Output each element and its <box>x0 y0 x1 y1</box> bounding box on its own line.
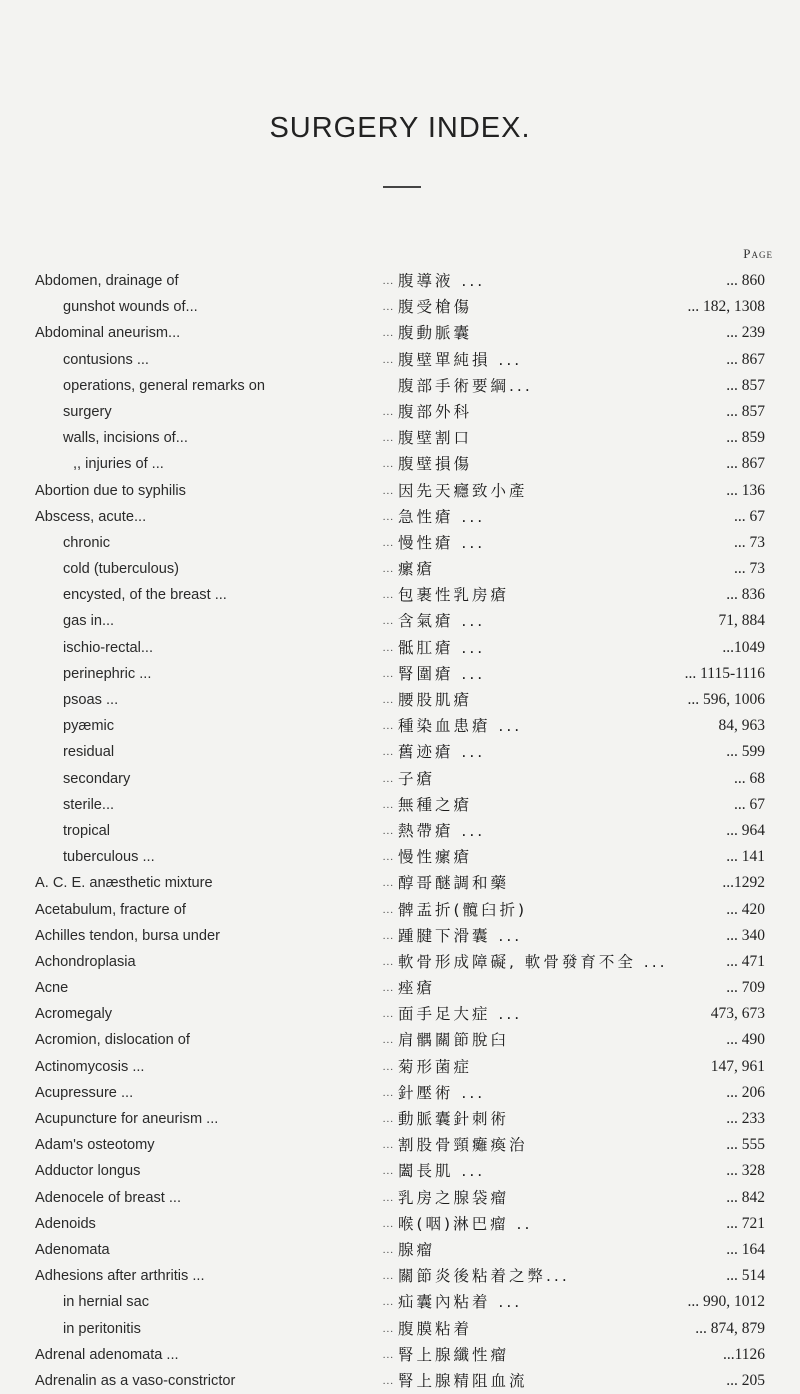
page-column-label: Page <box>743 246 773 261</box>
entry-page-number: ...1292 <box>722 874 765 892</box>
entry-page-number: 71, 884 <box>718 612 765 630</box>
index-entry <box>0 582 800 608</box>
entry-leader-dots: ... <box>382 327 394 340</box>
entry-chinese-term: 慢性瘰瘡 <box>398 848 473 867</box>
entry-page-number: ... 164 <box>726 1240 765 1258</box>
entry-english-term: gunshot wounds of... <box>63 299 198 316</box>
index-entry <box>0 556 800 582</box>
entry-chinese-term: 軟骨形成障礙, 軟骨發育不全 ... <box>398 952 668 971</box>
entry-english-term: in hernial sac <box>63 1294 149 1311</box>
entry-leader-dots: ... <box>382 353 394 366</box>
entry-chinese-term: 腹壁割口 <box>398 429 473 448</box>
index-entry <box>0 1132 800 1158</box>
index-entry <box>0 1211 800 1237</box>
entry-leader-dots: ... <box>382 1060 394 1073</box>
entry-page-number: ... 514 <box>726 1267 765 1285</box>
entry-page-number: ... 182, 1308 <box>687 298 765 316</box>
entry-page-number: ... 67 <box>734 795 765 813</box>
index-entry <box>0 870 800 896</box>
entry-english-term: Abdominal aneurism... <box>35 325 181 342</box>
entry-leader-dots: ... <box>382 798 394 811</box>
entry-english-term: Actinomycosis ... <box>35 1058 145 1075</box>
entry-chinese-term: 喉(咽)淋巴瘤 .. <box>398 1214 533 1233</box>
entry-page-number: 473, 673 <box>710 1005 765 1023</box>
entry-page-number: ... 964 <box>726 821 765 839</box>
entry-chinese-term: 髀盂折(髖臼折) <box>398 900 528 919</box>
index-entry <box>0 844 800 870</box>
entry-english-term: chronic <box>63 534 111 551</box>
index-entry <box>0 530 800 556</box>
entry-leader-dots: ... <box>382 720 394 733</box>
entry-page-number: ... 73 <box>734 560 765 578</box>
entry-page-number: ... 842 <box>726 1188 765 1206</box>
entry-english-term: ,, injuries of ... <box>73 456 164 473</box>
entry-english-term: walls, incisions of... <box>63 430 188 447</box>
entry-page-number: ... 990, 1012 <box>687 1293 765 1311</box>
entry-english-term: Adrenal adenomata ... <box>35 1346 179 1363</box>
index-entry <box>0 792 800 818</box>
entry-english-term: tuberculous ... <box>63 849 155 866</box>
entry-chinese-term: 包裹性乳房瘡 <box>398 586 510 605</box>
entry-leader-dots: ... <box>382 667 394 680</box>
index-entry <box>0 347 800 373</box>
entry-page-number: ... 420 <box>726 900 765 918</box>
entry-chinese-term: 腹部外科 <box>398 402 473 421</box>
entry-leader-dots: ... <box>382 458 394 471</box>
entry-english-term: sterile... <box>63 796 115 813</box>
entry-chinese-term: 子瘡 <box>398 769 436 788</box>
entry-page-number: ... 239 <box>726 324 765 342</box>
entry-english-term: Adam's osteotomy <box>35 1137 155 1154</box>
entry-page-number: 84, 963 <box>718 717 765 735</box>
entry-english-term: Adductor longus <box>35 1163 141 1180</box>
entry-chinese-term: 踵腱下滑囊 ... <box>398 926 523 945</box>
entry-english-term: Adenocele of breast ... <box>35 1189 182 1206</box>
entry-english-term: psoas ... <box>63 692 119 708</box>
entry-english-term: Achilles tendon, bursa under <box>35 927 220 944</box>
entry-leader-dots: ... <box>382 275 394 287</box>
entry-english-term: gas in... <box>63 613 115 630</box>
index-entry <box>0 1080 800 1106</box>
entry-leader-dots: ... <box>382 955 394 968</box>
entry-page-number: ... 859 <box>726 429 765 447</box>
entry-english-term: Acetabulum, fracture of <box>35 901 186 918</box>
entry-page-number: 147, 961 <box>710 1057 765 1075</box>
entry-english-term: pyæmic <box>63 718 115 735</box>
index-entry <box>0 1237 800 1263</box>
entry-english-term: Acupressure ... <box>35 1084 134 1101</box>
entry-english-term: Acromegaly <box>35 1006 113 1023</box>
entry-chinese-term: 疝囊內粘着 ... <box>398 1293 523 1312</box>
index-entry <box>0 1368 800 1394</box>
entry-chinese-term: 因先天癮致小產 <box>398 481 528 500</box>
entry-leader-dots: ... <box>382 1008 394 1021</box>
index-entry <box>0 661 800 687</box>
entry-page-number: ... 233 <box>726 1110 765 1127</box>
entry-chinese-term: 腹導液 ... <box>398 272 486 290</box>
entry-chinese-term: 腹受槍傷 <box>398 298 473 317</box>
index-entry <box>0 1342 800 1368</box>
entry-leader-dots: ... <box>382 641 394 654</box>
entry-english-term: Acromion, dislocation of <box>35 1032 190 1049</box>
entry-page-number: ... 857 <box>726 402 765 420</box>
entry-chinese-term: 腹膜粘着 <box>398 1319 473 1338</box>
entry-leader-dots: ... <box>382 903 394 916</box>
entry-chinese-term: 無種之瘡 <box>398 795 473 814</box>
entry-page-number: ... 1115-1116 <box>684 664 765 682</box>
entry-english-term: ischio-rectal... <box>63 639 154 656</box>
entry-chinese-term: 腹部手術要綱... <box>398 376 533 395</box>
index-entry <box>0 713 800 739</box>
entry-chinese-term: 熱帶瘡 ... <box>398 821 486 840</box>
index-entry <box>0 425 800 451</box>
entry-page-number: ... 874, 879 <box>695 1319 765 1337</box>
entry-leader-dots: ... <box>382 1191 394 1204</box>
entry-chinese-term: 骶肛瘡 ... <box>398 638 486 657</box>
index-entry <box>0 1027 800 1053</box>
entry-chinese-term: 腎上腺纖性瘤 <box>398 1345 510 1364</box>
entry-chinese-term: 含氣瘡 ... <box>398 612 486 631</box>
entry-leader-dots: ... <box>382 1086 394 1099</box>
entry-page-number: ... 836 <box>726 586 765 604</box>
index-entry <box>0 1001 800 1027</box>
entry-page-number: ... 867 <box>726 455 765 473</box>
index-entry <box>0 1263 800 1289</box>
entry-leader-dots: ... <box>382 877 394 890</box>
entry-chinese-term: 闔長肌 ... <box>398 1162 486 1181</box>
entry-leader-dots: ... <box>382 929 394 942</box>
entry-chinese-term: 瘰瘡 <box>398 560 436 579</box>
entry-page-number: ... 857 <box>726 376 765 394</box>
entry-leader-dots: ... <box>382 824 394 837</box>
index-entry <box>0 608 800 634</box>
entry-leader-dots: ... <box>382 1165 394 1178</box>
entry-leader-dots: ... <box>382 1139 394 1152</box>
entry-chinese-term: 醇哥醚調和藥 <box>398 874 510 893</box>
entry-english-term: A. C. E. anæsthetic mixture <box>35 875 213 892</box>
index-entry <box>0 739 800 765</box>
entry-leader-dots: ... <box>382 1243 394 1256</box>
entry-leader-dots: ... <box>382 746 394 759</box>
index-entry <box>0 897 800 923</box>
entry-chinese-term: 腹壁單純損 ... <box>398 350 523 369</box>
entry-chinese-term: 針壓術 ... <box>398 1083 486 1102</box>
entry-english-term: Adhesions after arthritis ... <box>35 1268 205 1285</box>
index-entry <box>0 687 800 713</box>
entry-english-term: Abdomen, drainage of <box>35 273 179 289</box>
index-entry <box>0 320 800 346</box>
entry-english-term: Acne <box>35 980 69 997</box>
entry-leader-dots: ... <box>382 851 394 864</box>
entry-chinese-term: 乳房之腺袋瘤 <box>398 1188 510 1207</box>
index-entry <box>0 949 800 975</box>
entry-english-term: in peritonitis <box>63 1320 141 1337</box>
entry-english-term: contusions ... <box>63 351 149 368</box>
entry-leader-dots: ... <box>382 1322 394 1335</box>
entry-page-number: ... 721 <box>726 1214 765 1232</box>
entry-chinese-term: 菊形菌症 <box>398 1057 473 1076</box>
index-entry <box>0 294 800 320</box>
entry-leader-dots: ... <box>382 432 394 445</box>
entry-chinese-term: 割股骨頸癱瘓治 <box>398 1136 528 1155</box>
entry-leader-dots: ... <box>382 1113 394 1125</box>
index-entry <box>0 268 800 294</box>
entry-english-term: Adenomata <box>35 1241 110 1258</box>
entry-chinese-term: 痤瘡 <box>398 979 436 998</box>
entry-page-number: ...1126 <box>722 1345 765 1363</box>
entry-leader-dots: ... <box>382 772 394 785</box>
entry-page-number: ... 68 <box>734 769 765 787</box>
entry-leader-dots: ... <box>382 563 394 576</box>
entry-chinese-term: 舊迹瘡 ... <box>398 743 486 762</box>
index-entry <box>0 373 800 399</box>
entry-english-term: secondary <box>63 770 131 787</box>
entry-english-term: Adrenalin as a vaso-constrictor <box>35 1372 236 1389</box>
entry-leader-dots: ... <box>382 1034 394 1047</box>
entry-page-number: ... 490 <box>726 1031 765 1049</box>
entry-english-term: Adenoids <box>35 1215 96 1232</box>
entry-chinese-term: 腺瘤 <box>398 1240 436 1259</box>
index-entry <box>0 923 800 949</box>
entry-english-term: Abortion due to syphilis <box>35 482 186 499</box>
entry-page-number: ... 67 <box>734 507 765 525</box>
entry-leader-dots: ... <box>382 1374 394 1387</box>
entry-page-number: ... 205 <box>726 1371 765 1389</box>
index-entry <box>0 766 800 792</box>
entry-english-term: tropical <box>63 822 111 839</box>
index-entry <box>0 818 800 844</box>
entry-chinese-term: 腎圍瘡 ... <box>398 664 486 683</box>
page-title: SURGERY INDEX. <box>269 112 531 144</box>
entry-chinese-term: 腹動脈囊 <box>398 324 473 343</box>
index-entry <box>0 1316 800 1342</box>
entry-english-term: Abscess, acute... <box>35 508 147 525</box>
entry-page-number: ... 328 <box>726 1162 765 1180</box>
entry-leader-dots: ... <box>382 484 394 497</box>
entry-leader-dots: ... <box>382 301 394 314</box>
index-entry <box>0 1289 800 1315</box>
entry-page-number: ... 599 <box>726 743 765 761</box>
entry-page-number: ... 596, 1006 <box>687 691 765 708</box>
entry-leader-dots: ... <box>382 510 394 523</box>
index-entry <box>0 399 800 425</box>
entry-leader-dots: ... <box>382 1217 394 1230</box>
entry-leader-dots: ... <box>382 1348 394 1361</box>
entry-page-number: ... 141 <box>726 848 765 866</box>
entry-english-term: cold (tuberculous) <box>63 561 179 578</box>
entry-english-term: Acupuncture for aneurism ... <box>35 1111 219 1127</box>
entry-leader-dots: ... <box>382 405 394 418</box>
entry-leader-dots: ... <box>382 589 394 602</box>
entry-chinese-term: 種染血患瘡 ... <box>398 717 523 736</box>
index-entry <box>0 478 800 504</box>
entry-english-term: encysted, of the breast ... <box>63 587 227 604</box>
entry-chinese-term: 腰股肌瘡 <box>398 691 473 709</box>
entry-page-number: ... 73 <box>734 533 765 551</box>
entry-leader-dots: ... <box>382 536 394 549</box>
entry-page-number: ... 867 <box>726 350 765 368</box>
title-divider <box>383 186 421 188</box>
entry-page-number: ... 709 <box>726 979 765 997</box>
entry-chinese-term: 慢性瘡 ... <box>398 533 486 552</box>
entry-english-term: operations, general remarks on <box>63 377 265 394</box>
entry-chinese-term: 腹壁損傷 <box>398 455 473 474</box>
entry-english-term: perinephric ... <box>63 665 152 682</box>
index-entry <box>0 1106 800 1132</box>
entry-chinese-term: 肩髃關節脫臼 <box>398 1031 510 1050</box>
entry-chinese-term: 面手足大症 ... <box>398 1005 523 1024</box>
entry-chinese-term: 關節炎後粘着之弊... <box>398 1267 570 1286</box>
index-entry <box>0 1185 800 1211</box>
entry-page-number: ... 471 <box>726 952 765 970</box>
index-entry <box>0 451 800 477</box>
index-entry <box>0 1054 800 1080</box>
entry-page-number: ...1049 <box>722 638 765 656</box>
entry-page-number: ... 340 <box>726 926 765 944</box>
entry-leader-dots: ... <box>382 1270 394 1283</box>
entry-leader-dots: ... <box>382 694 394 706</box>
entry-leader-dots: ... <box>382 982 394 995</box>
entry-english-term: surgery <box>63 403 112 420</box>
index-entry <box>0 504 800 530</box>
entry-page-number: ... 206 <box>726 1083 765 1101</box>
entry-page-number: ... 555 <box>726 1136 765 1154</box>
entry-chinese-term: 腎上腺精阻血流 <box>398 1371 528 1390</box>
entry-english-term: residual <box>63 744 115 761</box>
index-entry <box>0 1158 800 1184</box>
index-entry <box>0 635 800 661</box>
entry-page-number: ... 136 <box>726 481 765 499</box>
entry-page-number: ... 860 <box>726 272 765 289</box>
index-entry <box>0 975 800 1001</box>
entry-chinese-term: 動脈囊針刺術 <box>398 1110 510 1128</box>
entry-leader-dots: ... <box>382 615 394 628</box>
index-list <box>0 268 800 1394</box>
entry-english-term: Achondroplasia <box>35 953 136 970</box>
entry-chinese-term: 急性瘡 ... <box>398 507 486 526</box>
entry-leader-dots: ... <box>382 1296 394 1309</box>
